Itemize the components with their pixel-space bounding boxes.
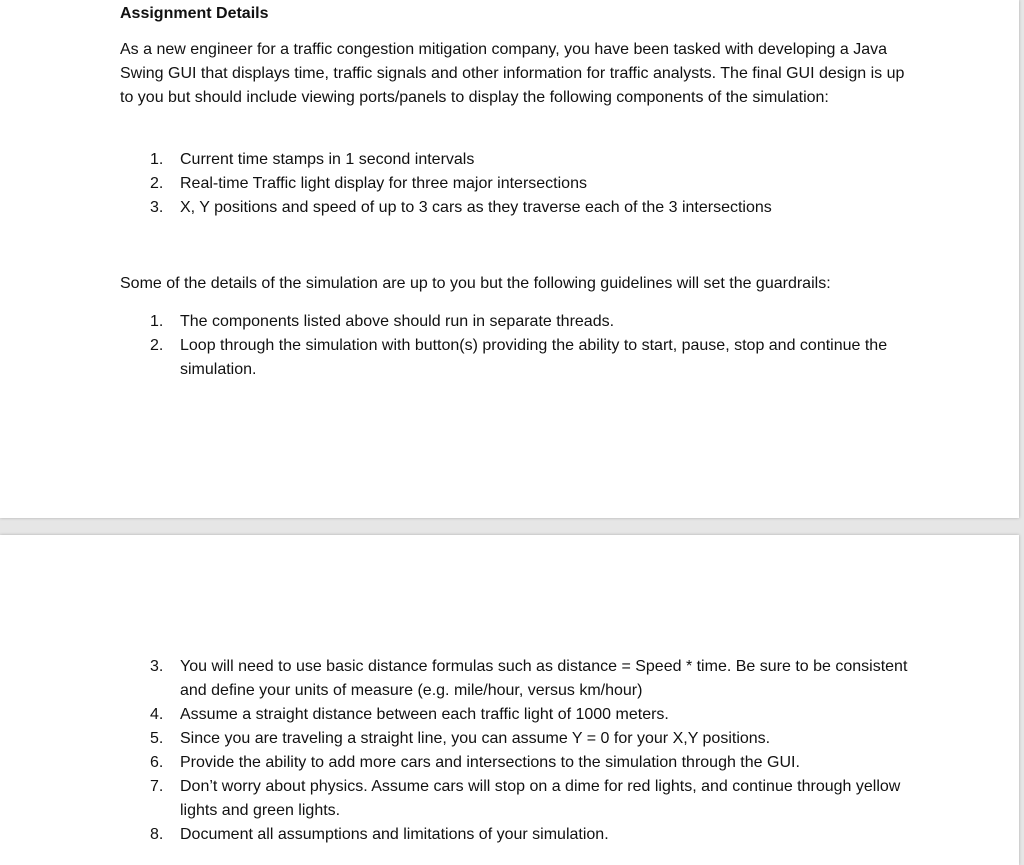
list-item-text: X, Y positions and speed of up to 3 cars as they traverse each of the 3 intersections xyxy=(180,199,772,216)
list-item-text: Assume a straight distance between each traffic light of 1000 meters. xyxy=(180,706,669,723)
list-item-number: 1. xyxy=(150,313,164,330)
list-item xyxy=(150,310,910,334)
list-item-number: 2. xyxy=(150,337,164,354)
list-item-number: 6. xyxy=(150,754,164,771)
list-item xyxy=(150,172,910,196)
list-item xyxy=(150,703,910,727)
list-item-text: Provide the ability to add more cars and intersections to the simulation through the GUI. xyxy=(180,754,800,771)
list-item-number: 3. xyxy=(150,199,164,216)
list-item xyxy=(150,655,910,703)
list-item-number: 2. xyxy=(150,175,164,192)
document-page-2 xyxy=(0,535,1019,865)
guidelines-intro-paragraph: Some of the details of the simulation are up to you but the following guidelines will set the guardrails: xyxy=(120,275,831,292)
intro-paragraph: As a new engineer for a traffic congestion mitigation company, you have been tasked with developing a Java Swing GUI that displays time, traffic signals and other information for traffic analysts. The final GUI design is up to you but should include viewing ports/panels to display the following components of the simulation: xyxy=(120,41,905,106)
list-item-text: Document all assumptions and limitations of your simulation. xyxy=(180,826,609,843)
list-item-number: 5. xyxy=(150,730,164,747)
list-item xyxy=(150,148,910,172)
list-item-text: Loop through the simulation with button(s) providing the ability to start, pause, stop and continue the simulation. xyxy=(180,337,888,378)
list-item-text: You will need to use basic distance formulas such as distance = Speed * time. Be sure to be consistent and define your units of measure (e.g. mile/hour, versus km/hour) xyxy=(180,658,908,699)
list-item xyxy=(150,751,910,775)
list-item-text: Don’t worry about physics. Assume cars will stop on a dime for red lights, and continue through yellow lights and green lights. xyxy=(180,778,901,819)
list-item xyxy=(150,727,910,751)
list-item-number: 4. xyxy=(150,706,164,723)
components-list xyxy=(150,148,910,220)
list-item xyxy=(150,775,910,823)
list-item-text: Real-time Traffic light display for three major intersections xyxy=(180,175,587,192)
list-item xyxy=(150,196,910,220)
list-item-text: The components listed above should run in separate threads. xyxy=(180,313,615,330)
list-item-number: 7. xyxy=(150,778,164,795)
list-item-text: Current time stamps in 1 second intervals xyxy=(180,151,475,168)
guidelines-list xyxy=(150,310,910,382)
list-item-number: 8. xyxy=(150,826,164,843)
section-heading: Assignment Details xyxy=(120,5,269,22)
list-item xyxy=(150,823,910,847)
list-item-number: 3. xyxy=(150,658,164,675)
list-item-number: 1. xyxy=(150,151,164,168)
list-item xyxy=(150,334,910,382)
list-item-text: Since you are traveling a straight line, you can assume Y = 0 for your X,Y positions. xyxy=(180,730,771,747)
guidelines-list-continued xyxy=(150,655,910,847)
